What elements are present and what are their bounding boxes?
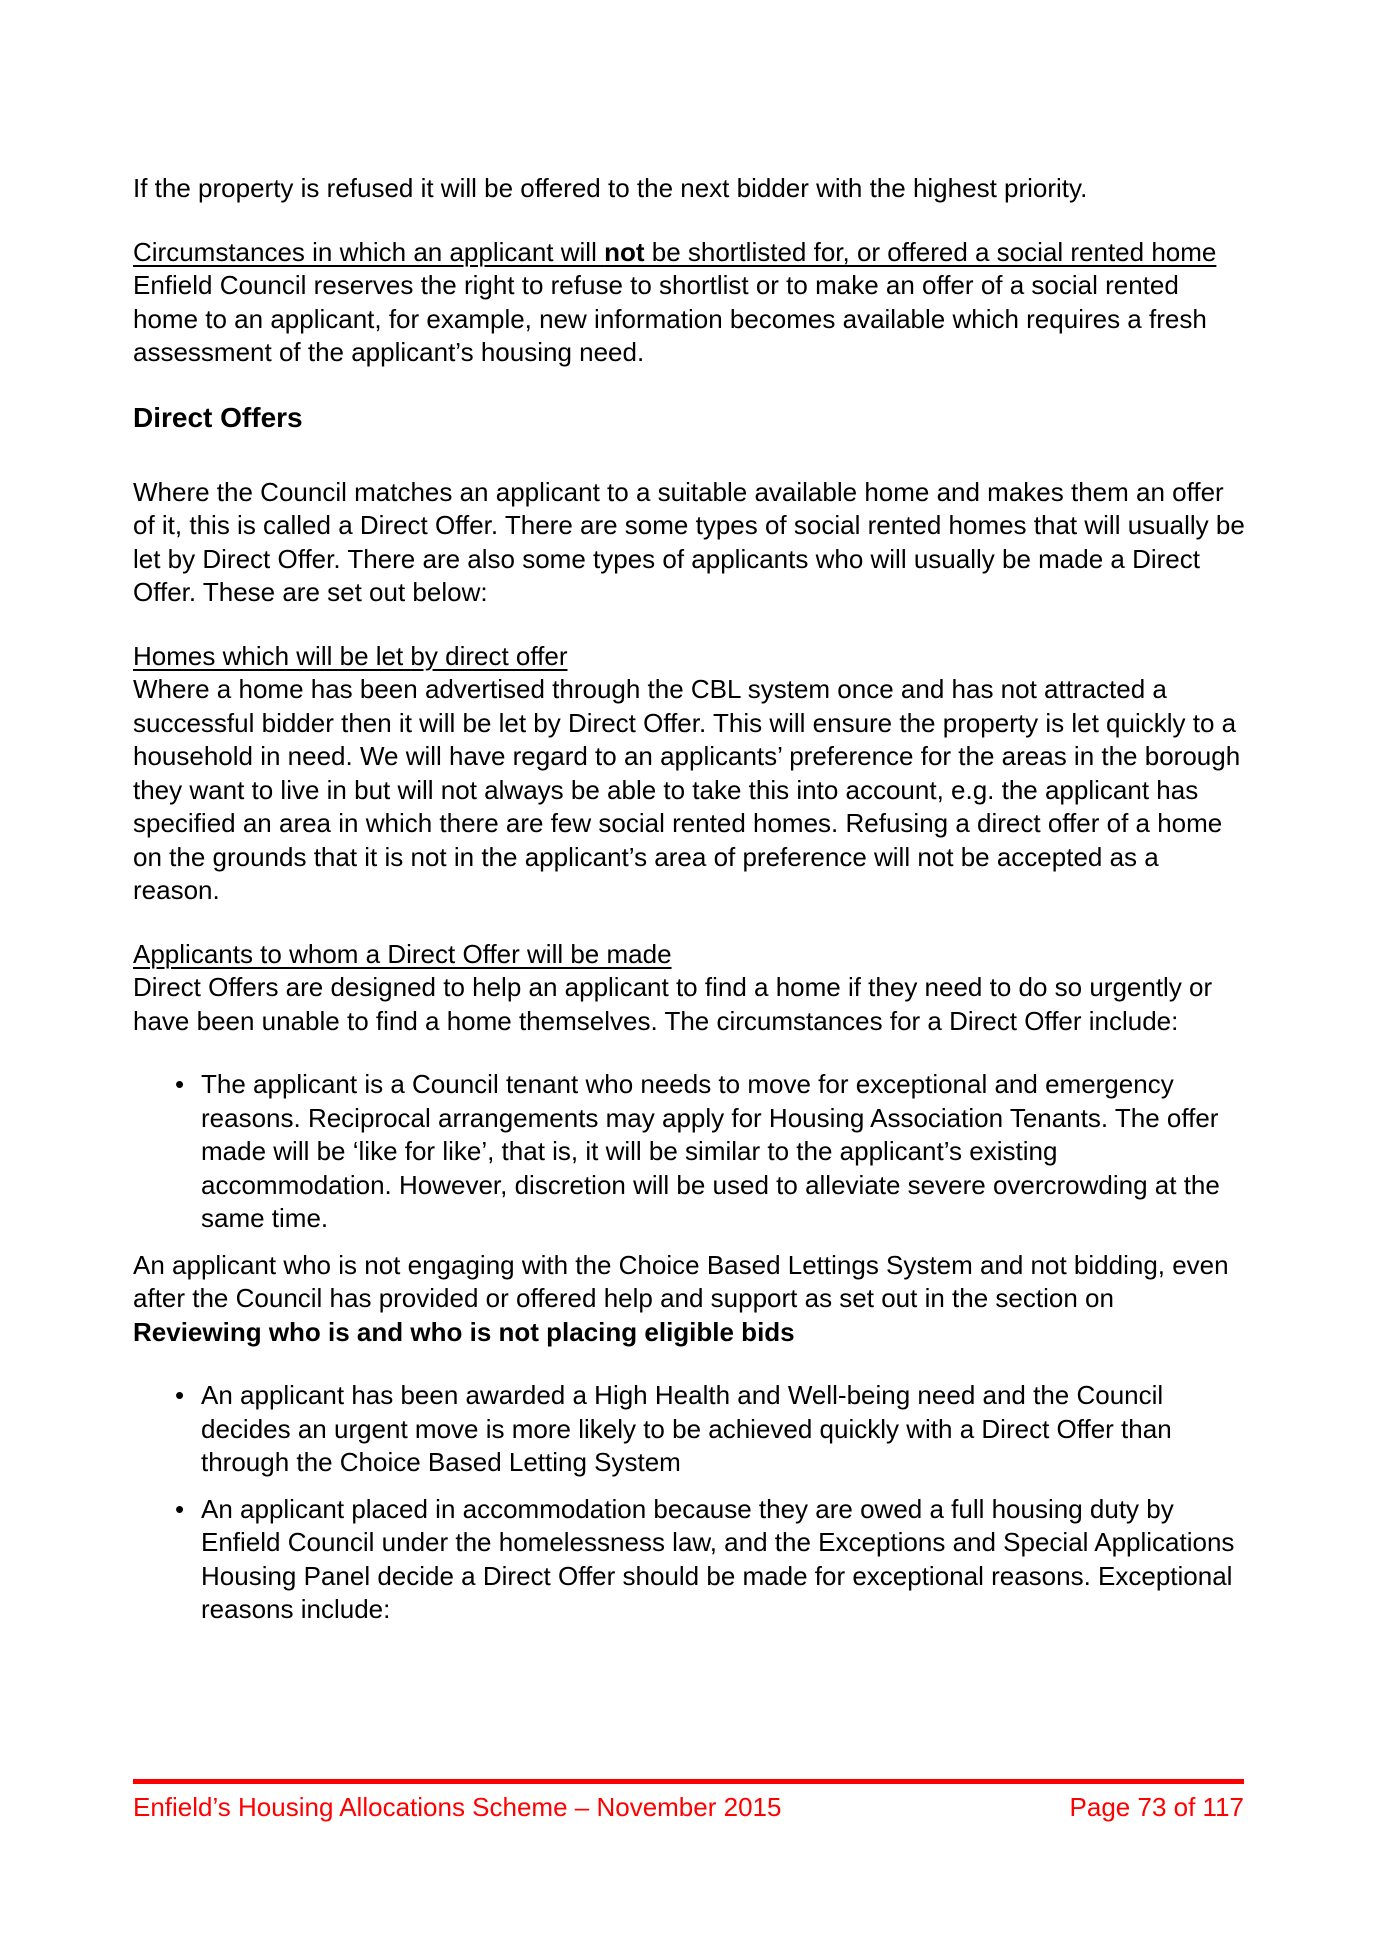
heading-circumstances-pre: Circumstances in which an applicant will (133, 236, 605, 267)
heading-circumstances (133, 236, 1245, 270)
bullet-item-high-health (133, 1379, 1245, 1480)
footer-divider (133, 1779, 1244, 1784)
bullet-icon: • (175, 1069, 185, 1099)
page-footer (133, 1791, 1244, 1824)
heading-circumstances-bold: not (604, 236, 645, 267)
footer-page-number: Page 73 of 117 (1069, 1792, 1244, 1822)
circumstances-paragraph: Enfield Council reserves the right to refuse to shortlist or to make an offer of a social rented home to an applicant, for example, new information becomes available which requires a fresh assessment of the applicant’s housing need. (133, 270, 1207, 367)
bullet-item-text: An applicant has been awarded a High Health and Well-being need and the Council decides an urgent move is more likely to be achieved quickly with a Direct Offer than through the Choice Based Letting System (201, 1380, 1172, 1477)
intro-paragraph: If the property is refused it will be offered to the next bidder with the highest priority. (133, 173, 1088, 203)
not-engaging-paragraph (133, 1249, 1245, 1350)
bullet-item-homelessness-duty (133, 1493, 1245, 1627)
bullet-item-text: The applicant is a Council tenant who needs to move for exceptional and emergency reasons. Reciprocal arrangements may apply for Housing Association Tenants. The offer made will be ‘like for like’, that is, it will be similar to the applicant’s existing accommodation. However, discretion will be used to alleviate severe overcrowding at the same time. (201, 1069, 1220, 1233)
not-engaging-text: An applicant who is not engaging with the Choice Based Lettings System and not bidding, even after the Council has provided or offered help and support as set out in the section on (133, 1249, 1229, 1313)
heading-homes-direct-offer: Homes which will be let by direct offer (133, 640, 568, 671)
not-engaging-bold-reference: Reviewing who is and who is not placing eligible bids (133, 1316, 795, 1347)
bullet-icon: • (175, 1380, 185, 1410)
direct-offer-bullet-list-2 (133, 1379, 1245, 1627)
bullet-item-council-tenant (133, 1068, 1245, 1236)
direct-offers-paragraph: Where the Council matches an applicant to a suitable available home and makes them an offer of it, this is called a Direct Offer. There are some types of social rented homes that will usually be let by Direct Offer. There are also some types of applicants who will usually be made a Direct Offer. These are set out below: (133, 476, 1245, 607)
homes-direct-offer-paragraph: Where a home has been advertised through the CBL system once and has not attracted a successful bidder then it will be let by Direct Offer. This will ensure the property is let quickly to a household in need. We will have regard to an applicants’ preference for the areas in the borough they want to live in but will not always be able to take this into account, e.g. the applicant has specified an area in which there are few social rented homes. Refusing a direct offer of a home on the grounds that it is not in the applicant’s area of preference will not be accepted as a reason. (133, 674, 1241, 905)
applicants-direct-offer-paragraph: Direct Offers are designed to help an applicant to find a home if they need to do so urgently or have been unable to find a home themselves. The circumstances for a Direct Offer include: (133, 972, 1213, 1036)
heading-direct-offers: Direct Offers (133, 401, 303, 433)
direct-offer-bullet-list-1 (133, 1068, 1245, 1236)
bullet-item-text: An applicant placed in accommodation because they are owed a full housing duty by Enfield Council under the homelessness law, and the Exceptions and Special Applications Housing Panel decide a Direct Offer should be made for exceptional reasons. Exceptional reasons include: (201, 1493, 1235, 1624)
heading-applicants-direct-offer: Applicants to whom a Direct Offer will be made (133, 938, 672, 969)
bullet-icon: • (175, 1493, 185, 1524)
footer-document-title: Enfield’s Housing Allocations Scheme – November 2015 (133, 1792, 782, 1822)
heading-circumstances-post: be shortlisted for, or offered a social rented home (644, 236, 1217, 267)
